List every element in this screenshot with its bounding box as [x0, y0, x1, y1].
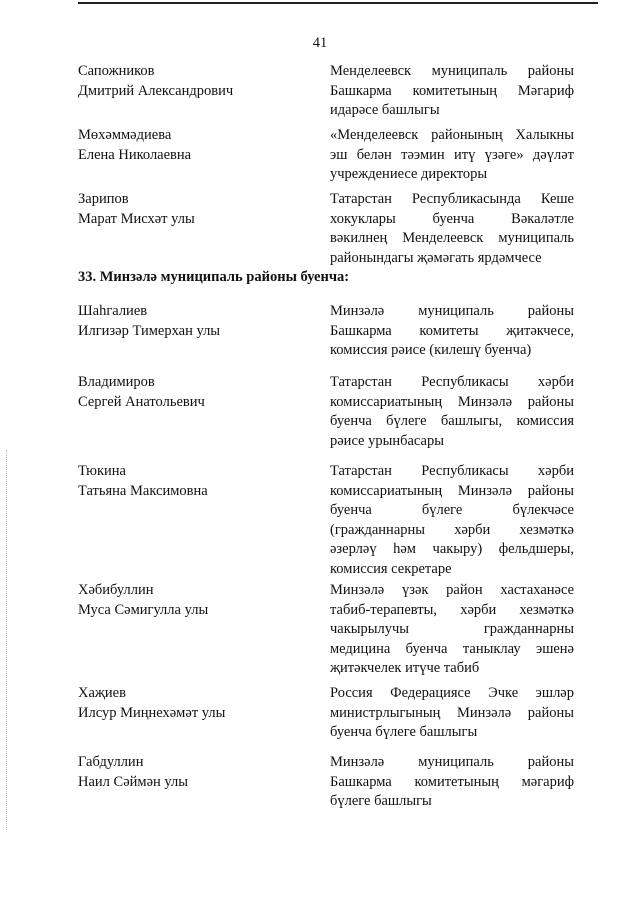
- member-surname: Зарипов: [78, 191, 129, 207]
- position-line: табиб-терапевты, хәрби хезмәткә: [330, 601, 574, 618]
- member-given-name: Илсур Миңнехәмәт улы: [78, 704, 226, 721]
- section-heading: 33. Минзәлә муниципаль районы буенча:: [78, 269, 350, 285]
- member-surname: Тюкина: [78, 463, 126, 479]
- member-name: [78, 190, 318, 229]
- member-given-name: Дмитрий Александрович: [78, 82, 234, 99]
- member-surname: Шаһгалиев: [78, 303, 148, 319]
- position-line: җитәкчелек итүче табиб: [330, 660, 480, 676]
- member-given-name: Елена Николаевна: [78, 146, 192, 163]
- position-line: әзерләү һәм чакыру) фельдшеры,: [330, 541, 574, 557]
- member-given-name: Сергей Анатольевич: [78, 393, 205, 410]
- position-line: Минзәлә үзәк район хастаханәсе: [330, 582, 574, 598]
- member-name: [78, 462, 318, 501]
- position-line: Башкарма комитетының Мәгариф: [330, 82, 574, 99]
- member-given-name: Наил Сәймән улы: [78, 773, 188, 790]
- position-line: министрлыгының Минзәлә районы: [330, 704, 574, 721]
- position-line: Башкарма комитетының мәгариф: [330, 773, 574, 790]
- top-rule: [78, 2, 598, 4]
- member-given-name: Марат Мисхәт улы: [78, 210, 195, 227]
- position-line: бүлеге башлыгы: [330, 793, 432, 809]
- member-surname: Мөхәммәдиева: [78, 127, 172, 143]
- page-number: 41: [312, 35, 328, 51]
- position-line: Татарстан Республикасы хәрби: [330, 374, 574, 390]
- position-line: чакырылучы гражданнарны: [330, 621, 574, 637]
- position-line: (гражданнарны хәрби хезмәткә: [330, 521, 574, 538]
- position-line: комиссариатының Минзәлә районы: [330, 393, 574, 410]
- member-position: [330, 462, 574, 579]
- position-line: вәкилнең Менделеевск муниципаль: [330, 230, 574, 246]
- member-name: [78, 62, 318, 101]
- member-surname: Габдуллин: [78, 754, 144, 770]
- position-line: комиссия секретаре: [330, 560, 452, 577]
- member-given-name: Татьяна Максимовна: [78, 482, 208, 499]
- position-line: районындагы җәмәгать ярдәмчесе: [330, 249, 542, 266]
- member-position: [330, 373, 574, 451]
- position-line: Минзәлә муниципаль районы: [330, 754, 574, 770]
- member-name: [78, 373, 318, 412]
- member-name: [78, 302, 318, 341]
- member-position: [330, 753, 574, 812]
- position-line: хокуклары буенча Вәкаләтле: [330, 210, 574, 227]
- position-line: рәисе урынбасары: [330, 432, 444, 449]
- position-line: буенча бүлеге башлыгы: [330, 724, 478, 740]
- member-name: [78, 753, 318, 792]
- member-name: [78, 126, 318, 165]
- member-surname: Сапожников: [78, 63, 155, 79]
- member-given-name: Илгизәр Тимерхан улы: [78, 322, 221, 339]
- position-line: Менделеевск муниципаль районы: [330, 63, 574, 79]
- position-line: Башкарма комитеты җитәкчесе,: [330, 322, 574, 339]
- position-line: учреждениесе директоры: [330, 166, 488, 182]
- position-line: эш белән тәэмин итү үзәге» дәүләт: [330, 146, 574, 163]
- position-line: Татарстан Республикасында Кеше: [330, 191, 574, 207]
- member-surname: Хаҗиев: [78, 685, 126, 701]
- member-position: [330, 62, 574, 121]
- member-position: [330, 190, 574, 268]
- position-line: комиссариатының Минзәлә районы: [330, 482, 574, 499]
- position-line: Минзәлә муниципаль районы: [330, 303, 574, 319]
- position-line: комиссия рәисе (килешү буенча): [330, 342, 532, 358]
- member-surname: Владимиров: [78, 374, 155, 390]
- member-position: [330, 684, 574, 743]
- position-line: идарәсе башлыгы: [330, 102, 440, 118]
- member-given-name: Муса Сәмигулла улы: [78, 601, 209, 618]
- member-position: [330, 581, 574, 679]
- member-position: [330, 302, 574, 361]
- member-name: [78, 581, 318, 620]
- scan-edge-line: [6, 450, 7, 830]
- member-name: [78, 684, 318, 723]
- position-line: буенча бүлеге бүлекчәсе: [330, 502, 574, 518]
- member-position: [330, 126, 574, 185]
- position-line: Татарстан Республикасы хәрби: [330, 463, 574, 479]
- position-line: буенча бүлеге башлыгы, комиссия: [330, 413, 574, 429]
- position-line: «Менделеевск районының Халыкны: [330, 127, 574, 143]
- position-line: медицина буенча таныклау эшенә: [330, 640, 574, 657]
- position-line: Россия Федерациясе Эчке эшләр: [330, 685, 574, 701]
- member-surname: Хәбибуллин: [78, 582, 154, 598]
